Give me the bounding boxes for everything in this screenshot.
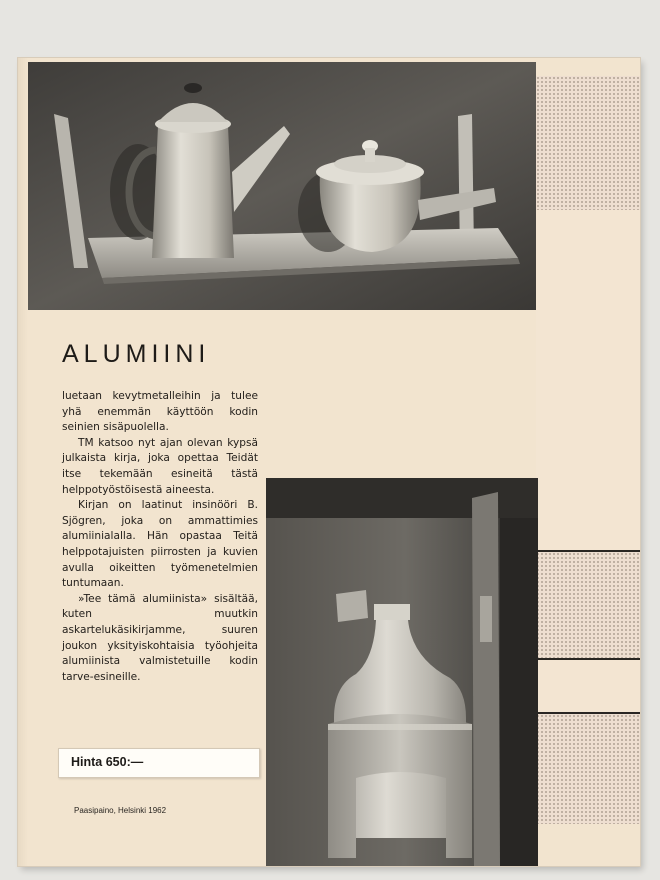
price-text: Hinta 650:—	[71, 755, 144, 769]
pattern-strip-4	[536, 660, 640, 712]
paragraph-2: TM katsoo nyt ajan olevan kypsä julkaista kirja, joka opettaa Teidät itse tekemään esineitä tästä helppotyöstöisestä aineesta.	[62, 436, 258, 496]
book-back-cover	[18, 58, 640, 866]
photo-bottle-holder	[266, 478, 538, 866]
photo-shelf	[28, 62, 536, 310]
book-title: ALUMIINI	[62, 340, 211, 368]
price-label	[58, 748, 260, 778]
paragraph-4: »Tee tämä alumiinista» sisältää, kuten muutkin askartelukäsikirjamme, suuren joukon yksityiskohtaisia työohjeita alumiinista valmistetuille kodin tarve-esineille.	[62, 592, 258, 683]
pattern-strip-1	[536, 76, 640, 210]
bottle-illustration	[266, 478, 538, 866]
paragraph-1: luetaan kevytmetalleihin ja tulee yhä enemmän käyttöön kodin seinien sisäpuolella.	[62, 390, 258, 434]
pattern-strip-5	[536, 714, 640, 824]
pattern-strip-2	[536, 210, 640, 550]
paragraph-3: Kirjan on laatinut insinööri B. Sjögren, joka on ammattimies alumiinialalla. Hän opastaa Teitä helppotajuisten piirrosten ja kuvien avulla oikeitten työmenetelmien tuntumaan.	[62, 499, 258, 590]
shelf-illustration	[28, 62, 536, 310]
publisher-imprint: Paasipaino, Helsinki 1962	[74, 806, 167, 815]
pattern-strip-3	[536, 552, 640, 658]
description	[62, 389, 258, 685]
cover-edge	[18, 58, 28, 866]
